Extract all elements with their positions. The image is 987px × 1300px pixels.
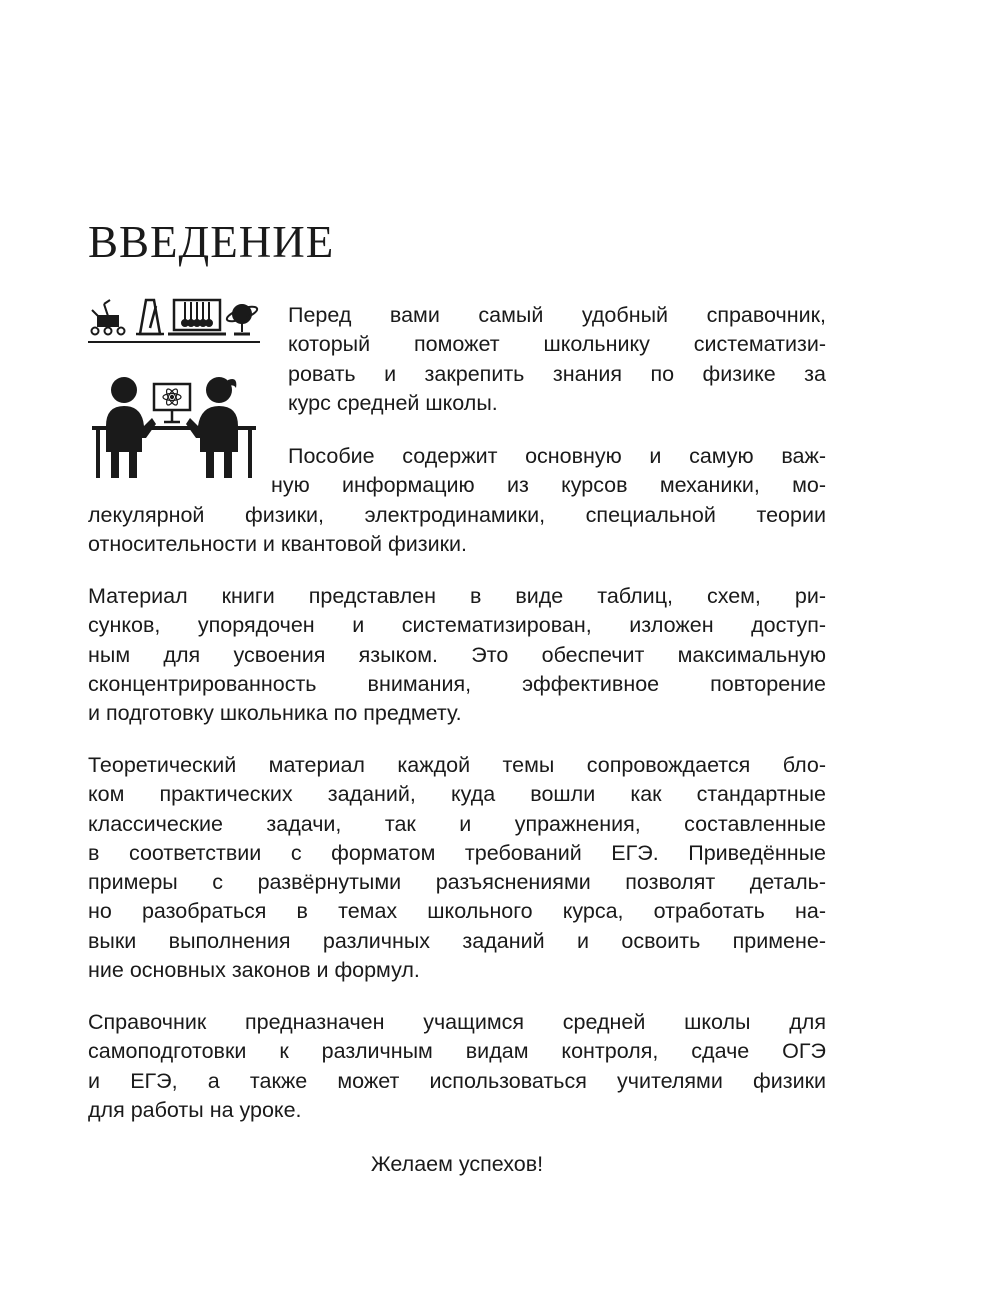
text-line: ную информацию из курсов механики, мо-	[271, 473, 826, 498]
text-line: сконцентрированность внимания, эффективное повторение	[88, 671, 826, 696]
text-line: ком практических заданий, куда вошли как стандартные	[88, 782, 826, 807]
text-line: сунков, упорядочен и систематизирован, изложен доступ-	[88, 613, 826, 638]
intro-paragraph-1	[288, 301, 826, 418]
text-line: Справочник предназначен учащимся средней школы для	[88, 1010, 826, 1034]
text-line: лекулярной физики, электродинамики, специальной теории	[88, 502, 826, 527]
rover-icon	[92, 300, 125, 335]
text-line: Теоретический материал каждой темы сопровождается бло-	[88, 753, 826, 777]
text-line: Перед вами самый удобный справочник,	[288, 303, 826, 327]
text-line: в соответствии с форматом требований ЕГЭ. Приведённые	[88, 840, 826, 865]
intro-paragraph-4	[88, 751, 826, 985]
metronome-icon	[136, 300, 164, 334]
intro-paragraph-2	[88, 442, 826, 559]
intro-paragraph-3	[88, 582, 826, 728]
text-line: относительности и квантовой физики.	[88, 531, 467, 556]
text-line: Материал книги представлен в виде таблиц, схем, ри-	[88, 584, 826, 608]
text-line: примеры с развёрнутыми разъяснениями позволят деталь-	[88, 870, 826, 895]
text-line: и подготовку школьника по предмету.	[88, 701, 462, 726]
text-line: ровать и закрепить знания по физике за	[288, 361, 826, 386]
atom-icon	[163, 387, 181, 406]
page-title: ВВЕДЕНИЕ	[88, 217, 335, 267]
text-line: самоподготовки к различным видам контроля, сдаче ОГЭ	[88, 1039, 826, 1064]
text-line: который поможет школьнику систематизи-	[288, 332, 826, 357]
text-line: классические задачи, так и упражнения, составленные	[88, 811, 826, 836]
text-line: для работы на уроке.	[88, 1097, 302, 1122]
newtons-cradle-icon	[168, 300, 226, 334]
text-line: и ЕГЭ, а также может использоваться учителями физики	[88, 1068, 826, 1093]
text-line: ние основных законов и формул.	[88, 958, 420, 983]
text-line: выки выполнения различных заданий и освоить примене-	[88, 928, 826, 953]
saturn-globe-icon	[225, 304, 258, 334]
text-line: курс средней школы.	[288, 390, 498, 415]
intro-paragraph-5	[88, 1008, 826, 1125]
text-line: Пособие содержит основную и самую важ-	[288, 444, 826, 468]
text-line: ным для усвоения языком. Это обеспечит максимальную	[88, 642, 826, 667]
closing-wish: Желаем успехов!	[370, 1152, 544, 1176]
text-line: но разобраться в темах школьного курса, отработать на-	[88, 899, 826, 924]
